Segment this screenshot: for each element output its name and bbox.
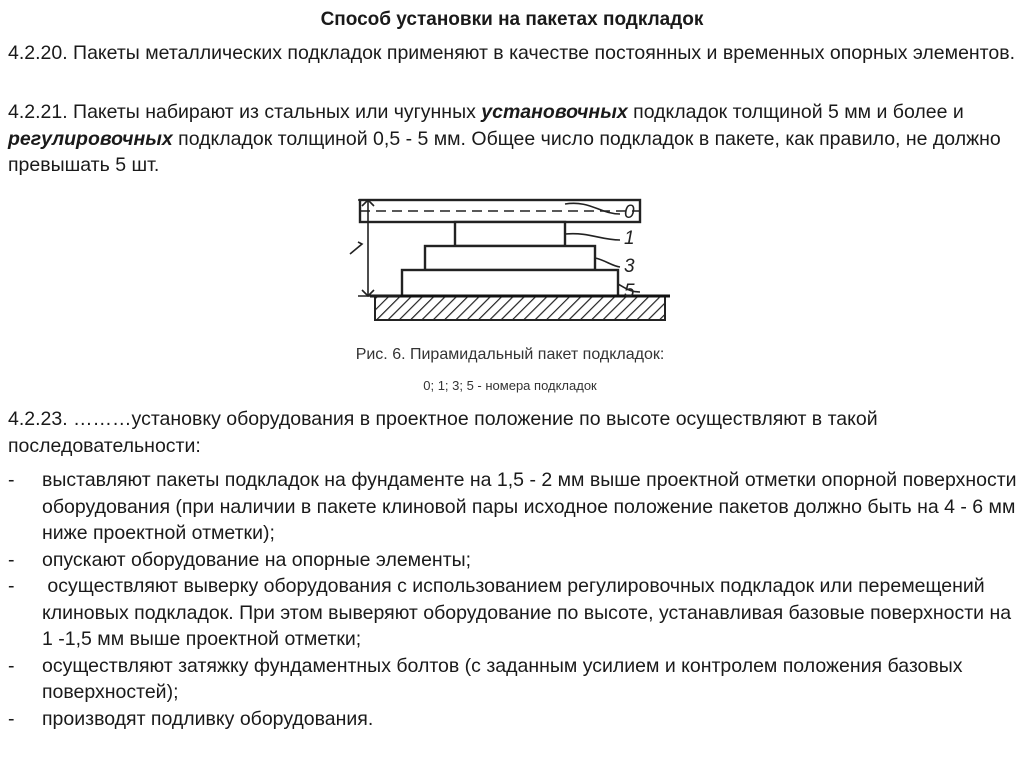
list-dash: - bbox=[8, 575, 15, 597]
shim-pack-figure bbox=[300, 192, 720, 402]
equipment-base bbox=[360, 200, 640, 222]
shim-5 bbox=[402, 270, 618, 296]
p2-text-a: 4.2.21. Пакеты набирают из стальных или чугунных bbox=[8, 101, 482, 123]
paragraph-4-2-21 bbox=[8, 99, 1018, 179]
term-adjustment: регулировочных bbox=[8, 127, 173, 150]
list-item-text: производят подливку оборудования. bbox=[42, 707, 374, 730]
figure-label-3: 3 bbox=[624, 256, 635, 277]
shim-1 bbox=[455, 222, 565, 246]
p2-text-e: подкладок толщиной 0,5 - 5 мм. Общее число подкладок в пакете, как правило, не должно превышать 5 шт. bbox=[8, 127, 1001, 176]
figure-subcaption: 0; 1; 3; 5 - номера подкладок bbox=[423, 378, 597, 393]
paragraph-4-2-20: 4.2.20. Пакеты металлических подкладок применяют в качестве постоянных и временных опорных элементов. bbox=[8, 42, 1016, 64]
list-item bbox=[8, 547, 1018, 574]
list-item-text: выставляют пакеты подкладок на фундаменте на 1,5 - 2 мм выше проектной отметки опорной поверхности оборудования (при наличии в пакете клиновой пары исходное положение пакетов должно быть на 4 - 6 мм ниже проектной отметки); bbox=[42, 469, 1017, 544]
list-item bbox=[8, 573, 1018, 653]
list-item-text: осуществляют затяжку фундаментных болтов (с заданным усилием и контролем положения базовых поверхностей); bbox=[42, 654, 963, 703]
figure-caption: Рис. 6. Пирамидальный пакет подкладок: bbox=[355, 346, 665, 363]
list-dash: - bbox=[8, 548, 15, 571]
list-item-text: опускают оборудование на опорные элементы; bbox=[42, 548, 472, 571]
figure-label-1: 1 bbox=[624, 228, 635, 249]
figure-label-5: 5 bbox=[624, 281, 635, 302]
list-item-text: осуществляют выверку оборудования с использованием регулировочных подкладок или перемещений клиновых подкладок. При этом выверяют оборудование по высоте, устанавливая базовые поверхности на 1 -1,5 мм выше проектной отметки; bbox=[42, 575, 1017, 650]
list-item bbox=[8, 653, 1018, 706]
list-item bbox=[8, 706, 1018, 733]
paragraph-4-2-23: 4.2.23. ………установку оборудования в проектное положение по высоте осуществляют в такой последовательности: bbox=[8, 408, 878, 457]
list-dash: - bbox=[8, 469, 15, 491]
figure-label-0: 0 bbox=[624, 202, 635, 223]
list-dash: - bbox=[8, 654, 15, 677]
steps-list bbox=[8, 467, 1018, 732]
page-title: Способ установки на пакетах подкладок bbox=[320, 9, 704, 30]
list-item bbox=[8, 467, 1018, 547]
list-dash: - bbox=[8, 707, 15, 730]
p2-text-c: подкладок толщиной 5 мм и более и bbox=[627, 101, 964, 123]
shim-3 bbox=[425, 246, 595, 270]
term-installation: установочных bbox=[481, 101, 628, 123]
